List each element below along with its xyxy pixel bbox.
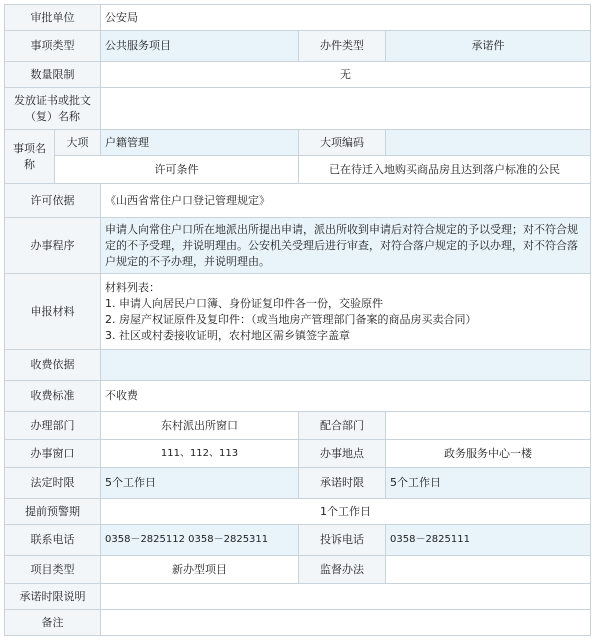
remarks-value bbox=[101, 610, 591, 636]
major-label: 大项 bbox=[55, 130, 101, 156]
row-item-sub bbox=[5, 156, 591, 184]
item-type-value: 公共服务项目 bbox=[101, 31, 299, 62]
certificate-value bbox=[101, 88, 591, 130]
row-remarks bbox=[5, 610, 591, 636]
material-item: 1. 申请人向居民户口簿、身份证复印件各一份，交验原件 bbox=[105, 296, 383, 310]
approval-unit-value: 公安局 bbox=[101, 5, 591, 31]
coop-dept-value bbox=[386, 412, 591, 440]
basis-label: 许可依据 bbox=[5, 184, 101, 218]
sub-value: 已在待迁入地购买商品房且达到落户标准的公民 bbox=[299, 156, 591, 184]
promise-note-label: 承诺时限说明 bbox=[5, 584, 101, 610]
coop-dept-label: 配合部门 bbox=[299, 412, 386, 440]
legal-time-value: 5个工作日 bbox=[101, 468, 299, 499]
fee-standard-value: 不收费 bbox=[101, 381, 591, 412]
project-type-value: 新办型项目 bbox=[101, 556, 299, 584]
phone-label: 联系电话 bbox=[5, 525, 101, 556]
row-dept bbox=[5, 412, 591, 440]
major-code-value bbox=[386, 130, 591, 156]
complaint-phone-value: 0358－2825111 bbox=[386, 525, 591, 556]
major-code-label: 大项编码 bbox=[299, 130, 386, 156]
fee-standard-label: 收费标准 bbox=[5, 381, 101, 412]
promise-time-label: 承诺时限 bbox=[299, 468, 386, 499]
approval-unit-label: 审批单位 bbox=[5, 5, 101, 31]
quantity-limit-value: 无 bbox=[101, 62, 591, 88]
service-info-table bbox=[4, 4, 591, 636]
fee-basis-value bbox=[101, 350, 591, 381]
supervise-label: 监督办法 bbox=[299, 556, 386, 584]
promise-time-value: 5个工作日 bbox=[386, 468, 591, 499]
row-legal-time bbox=[5, 468, 591, 499]
materials-list bbox=[101, 274, 591, 350]
row-window bbox=[5, 440, 591, 468]
item-name-label: 事项名称 bbox=[5, 130, 55, 184]
dept-value: 东村派出所窗口 bbox=[101, 412, 299, 440]
material-item: 2. 房屋产权证原件及复印件：（或当地房产管理部门备案的商品房买卖合同） bbox=[105, 312, 477, 326]
dept-label: 办理部门 bbox=[5, 412, 101, 440]
row-item-major bbox=[5, 130, 591, 156]
remarks-label: 备注 bbox=[5, 610, 101, 636]
certificate-label: 发放证书或批文（复）名称 bbox=[5, 88, 101, 130]
complaint-phone-label: 投诉电话 bbox=[299, 525, 386, 556]
project-type-label: 项目类型 bbox=[5, 556, 101, 584]
promise-note-value bbox=[101, 584, 591, 610]
legal-time-label: 法定时限 bbox=[5, 468, 101, 499]
place-value: 政务服务中心一楼 bbox=[386, 440, 591, 468]
handle-type-value: 承诺件 bbox=[386, 31, 591, 62]
warning-value: 1个工作日 bbox=[101, 499, 591, 525]
place-label: 办事地点 bbox=[299, 440, 386, 468]
row-approval-unit bbox=[5, 5, 591, 31]
basis-value: 《山西省常住户口登记管理规定》 bbox=[101, 184, 591, 218]
quantity-limit-label: 数量限制 bbox=[5, 62, 101, 88]
row-promise-note bbox=[5, 584, 591, 610]
materials-title: 材料列表： bbox=[105, 280, 160, 294]
procedure-label: 办事程序 bbox=[5, 218, 101, 274]
procedure-value: 申请人向常住户口所在地派出所提出申请，派出所收到申请后对符合规定的予以受理；对不符合规定的不予受理，并说明理由。公安机关受理后进行审查，对符合落户规定的予以办理，对不符合落户规定的不予办理，并说明理由。 bbox=[101, 218, 591, 274]
row-item-type bbox=[5, 31, 591, 62]
material-item: 3. 社区或村委接收证明，农村地区需乡镇签字盖章 bbox=[105, 328, 350, 342]
row-warning bbox=[5, 499, 591, 525]
row-fee-basis bbox=[5, 350, 591, 381]
row-procedure bbox=[5, 218, 591, 274]
item-type-label: 事项类型 bbox=[5, 31, 101, 62]
phone-value: 0358－2825112 0358－2825311 bbox=[101, 525, 299, 556]
warning-label: 提前预警期 bbox=[5, 499, 101, 525]
row-certificate bbox=[5, 88, 591, 130]
window-value: 111、112、113 bbox=[101, 440, 299, 468]
major-value: 户籍管理 bbox=[101, 130, 299, 156]
window-label: 办事窗口 bbox=[5, 440, 101, 468]
fee-basis-label: 收费依据 bbox=[5, 350, 101, 381]
row-phone bbox=[5, 525, 591, 556]
row-fee-standard bbox=[5, 381, 591, 412]
row-project-type bbox=[5, 556, 591, 584]
supervise-value bbox=[386, 556, 591, 584]
row-quantity-limit bbox=[5, 62, 591, 88]
sub-label: 许可条件 bbox=[55, 156, 299, 184]
row-materials bbox=[5, 274, 591, 350]
handle-type-label: 办件类型 bbox=[299, 31, 386, 62]
row-basis bbox=[5, 184, 591, 218]
materials-label: 申报材料 bbox=[5, 274, 101, 350]
